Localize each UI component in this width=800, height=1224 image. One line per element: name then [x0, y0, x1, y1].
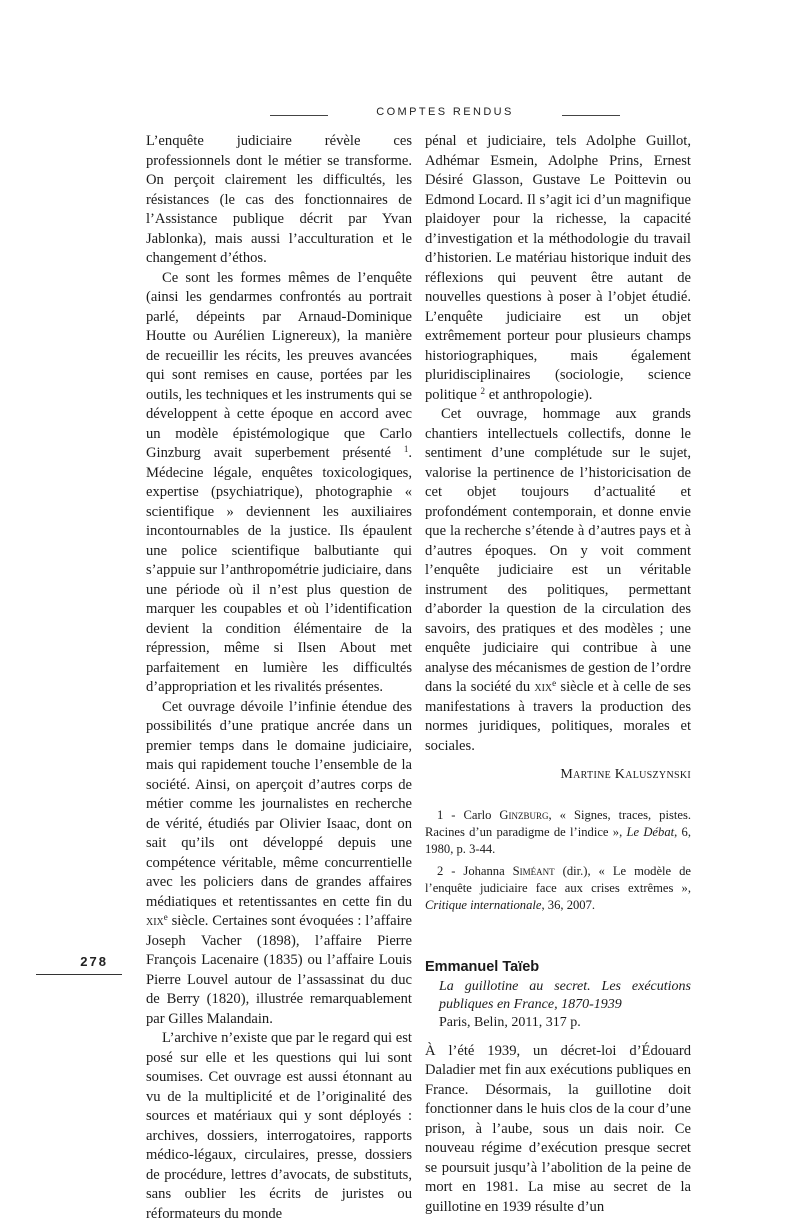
paragraph-text: siècle. Certaines sont évoquées : l’affaire Joseph Vacher (1898), l’affaire Pierre François Lacenaire (1835) ou l’affaire Louis Pierre Louvel autour de l’assassinat du duc de Berry (1820), illustrée remarquablement par Gilles Malandain.: [146, 913, 412, 1027]
footnote-journal: Critique internationale: [425, 897, 542, 912]
footnote-ref[interactable]: 2: [480, 385, 486, 396]
footnote-text: , 6, 1980, p. 3-44.: [425, 824, 691, 856]
superscript: e: [552, 678, 557, 688]
paragraph: L’enquête judiciaire révèle ces professionnels dont le métier se transforme. On perçoit clairement les difficultés, les résistances (le cas des fonctionnaires de l’Assistance publique décrit par Yvan Jablonka), mais aussi l’acculturation et le changement d’éthos.: [146, 133, 412, 266]
footnote: [425, 863, 691, 914]
superscript: e: [163, 912, 168, 922]
footnote: [425, 807, 691, 858]
paragraph: [425, 405, 691, 756]
page-number-rule: [36, 974, 122, 975]
paragraph-text: et anthropologie).: [485, 386, 593, 403]
review-author: Emmanuel Taïeb: [425, 958, 540, 975]
review-body: [425, 1042, 691, 1218]
footnote-journal: Le Débat: [626, 824, 675, 839]
paragraph-text: . Médecine légale, enquêtes toxicologiques, expertise (psychiatrique), photographie « scientifique » deviennent les auxiliaires incontournables de la justice. Ils épaulent une police scientifique balbutiante qui s’appuie sur l’anthropométrie judiciaire, dans une période où il n’est plus question de marquer les coupables et où l’identification devient la condition élémentaire de la répression, même si Ilsen About met parfaitement en lumière les difficultés d’appropriation et les rivalités présentes.: [146, 445, 412, 695]
running-head-rule-right: [562, 115, 620, 116]
footnote-number: 2 - Johanna: [437, 863, 513, 878]
running-head-label: COMPTES RENDUS: [376, 106, 514, 118]
footnote-ref[interactable]: 1: [403, 444, 409, 454]
paragraph: L’archive n’existe que par le regard qui est posé sur elle et les questions qui lui sont soumises. Cet ouvrage est aussi étonnant au vu de la multiplicité et de l’originalité des sources et matériaux qui y sont déployés : archives, dossiers, interrogatoires, rapports médico-légaux, circulaires, presse, dossiers de procédure, lettres d’avocats, de substituts, sans oublier les écrits de juristes ou réformateurs du monde: [146, 1030, 412, 1222]
review-publication-info: Paris, Belin, 2011, 317 p.: [439, 1014, 581, 1030]
paragraph-text: Ce sont les formes mêmes de l’enquête (ainsi les gendarmes confrontés au portrait parlé, dépeints par Arnaud-Dominique Houtte ou Aurélien Lignereux), la manière de recueillir les récits, les preuves avancées qui sont remises en cause, portées par les outils, les techniques et les instruments qui se développent à cette époque en accord avec un modèle épistémologique que Carlo Ginzburg avait superbement présenté: [146, 269, 412, 461]
footnote-text: , « Signes, traces, pistes. Racines d’un paradigme de l’indice »,: [425, 807, 691, 839]
review-signature: Martine Kaluszynski: [560, 767, 691, 782]
paragraph-text: Cet ouvrage dévoile l’infinie étendue des possibilités d’une pratique ancrée dans un premier temps dans le domaine judiciaire, mais qui rapidement touche l’ensemble de la société. Ainsi, on aperçoit d’autres corps de métier comme les journalistes en recherche de vérité, étudiés par Olivier Isaac, dont on sait qu’ils ont développé depuis une compétence véritable, même concurrentielle avec les policiers dans de grandes affaires médiatiques et retentissantes en cette fin du: [146, 698, 412, 910]
paragraph: [146, 698, 412, 1030]
footnote-author: Ginzburg: [499, 807, 549, 822]
footnotes: [425, 807, 691, 914]
footnote-text: , 36, 2007.: [541, 897, 596, 912]
footnote-author: Siméant: [512, 863, 555, 878]
review-book-title: La guillotine au secret. Les exécutions publiques en France, 1870-1939: [439, 978, 691, 1012]
paragraph-text: pénal et judiciaire, tels Adolphe Guillot, Adhémar Esmein, Adolphe Prins, Ernest Désiré Glasson, Gustave Le Poittevin ou Edmond Locard. Il s’agit ici d’un magnifique plaidoyer pour la richesse, la capacité d’investigation et la méthodologie du travail d’historien. Le matériau historique induit des réflexions qui peuvent être autant de nouvelles questions à poser à l’objet étudié. L’enquête judiciaire est un objet extrêmement porteur pour plusieurs champs historiographiques, mais également pluridisciplinaires (sociologie, science politique: [425, 133, 691, 403]
footnote-number: 1 - Carlo: [437, 807, 500, 822]
century-numeral: xix: [146, 913, 164, 929]
paragraph: À l’été 1939, un décret-loi d’Édouard Daladier met fin aux exécutions publiques en France. Désormais, la guillotine doit fonctionner dans le huis clos de la cour d’une prison, à l’aube, sous un dais noir. Ce nouveau régime d’exécution presque secret se poursuit jusqu’à l’abolition de la peine de mort en 1981. La mise au secret de la guillotine en 1939 résulte d’un: [425, 1042, 691, 1215]
running-head: [270, 106, 620, 126]
page-number: 278: [80, 954, 108, 969]
paragraph-text: Cet ouvrage, hommage aux grands chantiers intellectuels collectifs, donne le sentiment d’une complétude sur le sujet, valorise la pertinence de l’historicisation de cet objet toujours d’actualité et profondément contemporain, et donne envie que la recherche s’étende à d’autres pays et à d’autres époques. On y voit comment l’enquête judiciaire est un véritable instrument des politiques, permettant d’aborder la question de la circulation des savoirs, des pratiques et des modèles ; une enquête judiciaire qui contribue à une analyse des mécanismes de gestion de l’ordre dans la société du: [425, 406, 691, 695]
paragraph: [425, 132, 691, 405]
left-column: [146, 132, 412, 1224]
century-numeral: xix: [534, 679, 553, 695]
footnote-text: (dir.), « Le modèle de l’enquête judiciaire face aux crises extrêmes »,: [425, 863, 691, 895]
right-column: [425, 132, 691, 1217]
paragraph: [146, 269, 412, 698]
review-block: [425, 958, 691, 1218]
paragraph-text: siècle et à celle de ses manifestations à travers la production des normes juridiques, politiques, morales et sociales.: [425, 679, 691, 754]
